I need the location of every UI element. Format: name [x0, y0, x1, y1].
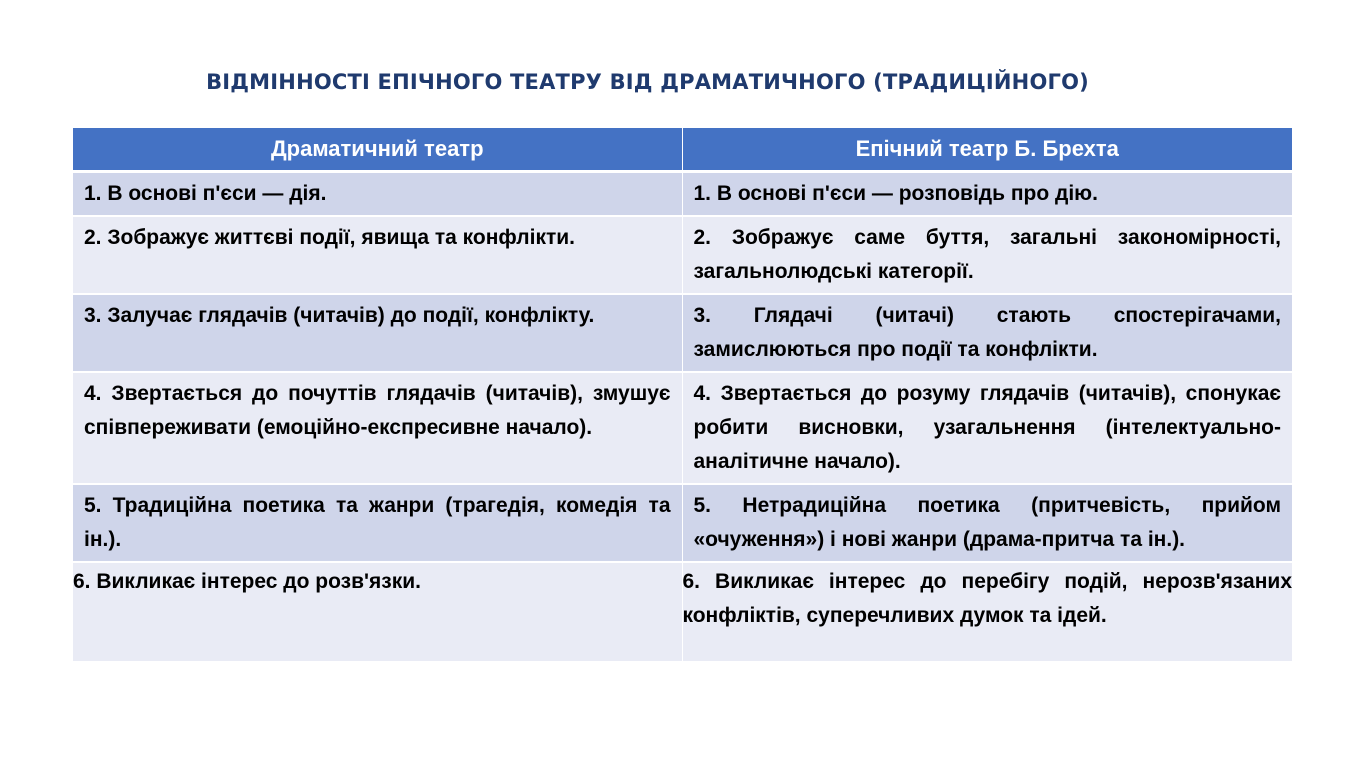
epic-cell: 4. Звертається до розуму глядачів (читачів), спонукає робити висновки, узагальнення (інтелектуально-аналітичне начало). [682, 372, 1292, 484]
epic-cell: 3. Глядачі (читачі) стають спостерігачами, замислюються про події та конфлікти. [682, 294, 1292, 372]
table-header-row [73, 128, 1292, 172]
dramatic-cell: 2. Зображує життєві події, явища та конфлікти. [73, 216, 682, 294]
table-row [73, 294, 1292, 372]
table-row [73, 216, 1292, 294]
dramatic-cell: 6. Викликає інтерес до розв'язки. [73, 562, 682, 662]
dramatic-cell: 1. В основі п'єси — дія. [73, 172, 682, 217]
table-row [73, 484, 1292, 562]
slide-title: ВІДМІННОСТІ ЕПІЧНОГО ТЕАТРУ ВІД ДРАМАТИЧНОГО (ТРАДИЦІЙНОГО) [206, 70, 1089, 94]
header-epic-theatre: Епічний театр Б. Брехта [682, 128, 1292, 172]
dramatic-cell: 5. Традиційна поетика та жанри (трагедія, комедія та ін.). [73, 484, 682, 562]
table-row [73, 562, 1292, 662]
table-row [73, 372, 1292, 484]
epic-cell: 6. Викликає інтерес до перебігу подій, нерозв'язаних конфліктів, суперечливих думок та ідей. [682, 562, 1292, 662]
dramatic-cell: 3. Залучає глядачів (читачів) до події, конфлікту. [73, 294, 682, 372]
epic-cell: 5. Нетрадиційна поетика (притчевість, прийом «очуження») і нові жанри (драма-притча та ін.). [682, 484, 1292, 562]
header-dramatic-theatre: Драматичний театр [73, 128, 682, 172]
dramatic-cell: 4. Звертається до почуттів глядачів (читачів), змушує співпереживати (емоційно-експресивне начало). [73, 372, 682, 484]
epic-cell: 1. В основі п'єси — розповідь про дію. [682, 172, 1292, 217]
epic-cell: 2. Зображує саме буття, загальні закономірності, загальнолюдські категорії. [682, 216, 1292, 294]
table-row [73, 172, 1292, 217]
comparison-table [73, 128, 1292, 663]
